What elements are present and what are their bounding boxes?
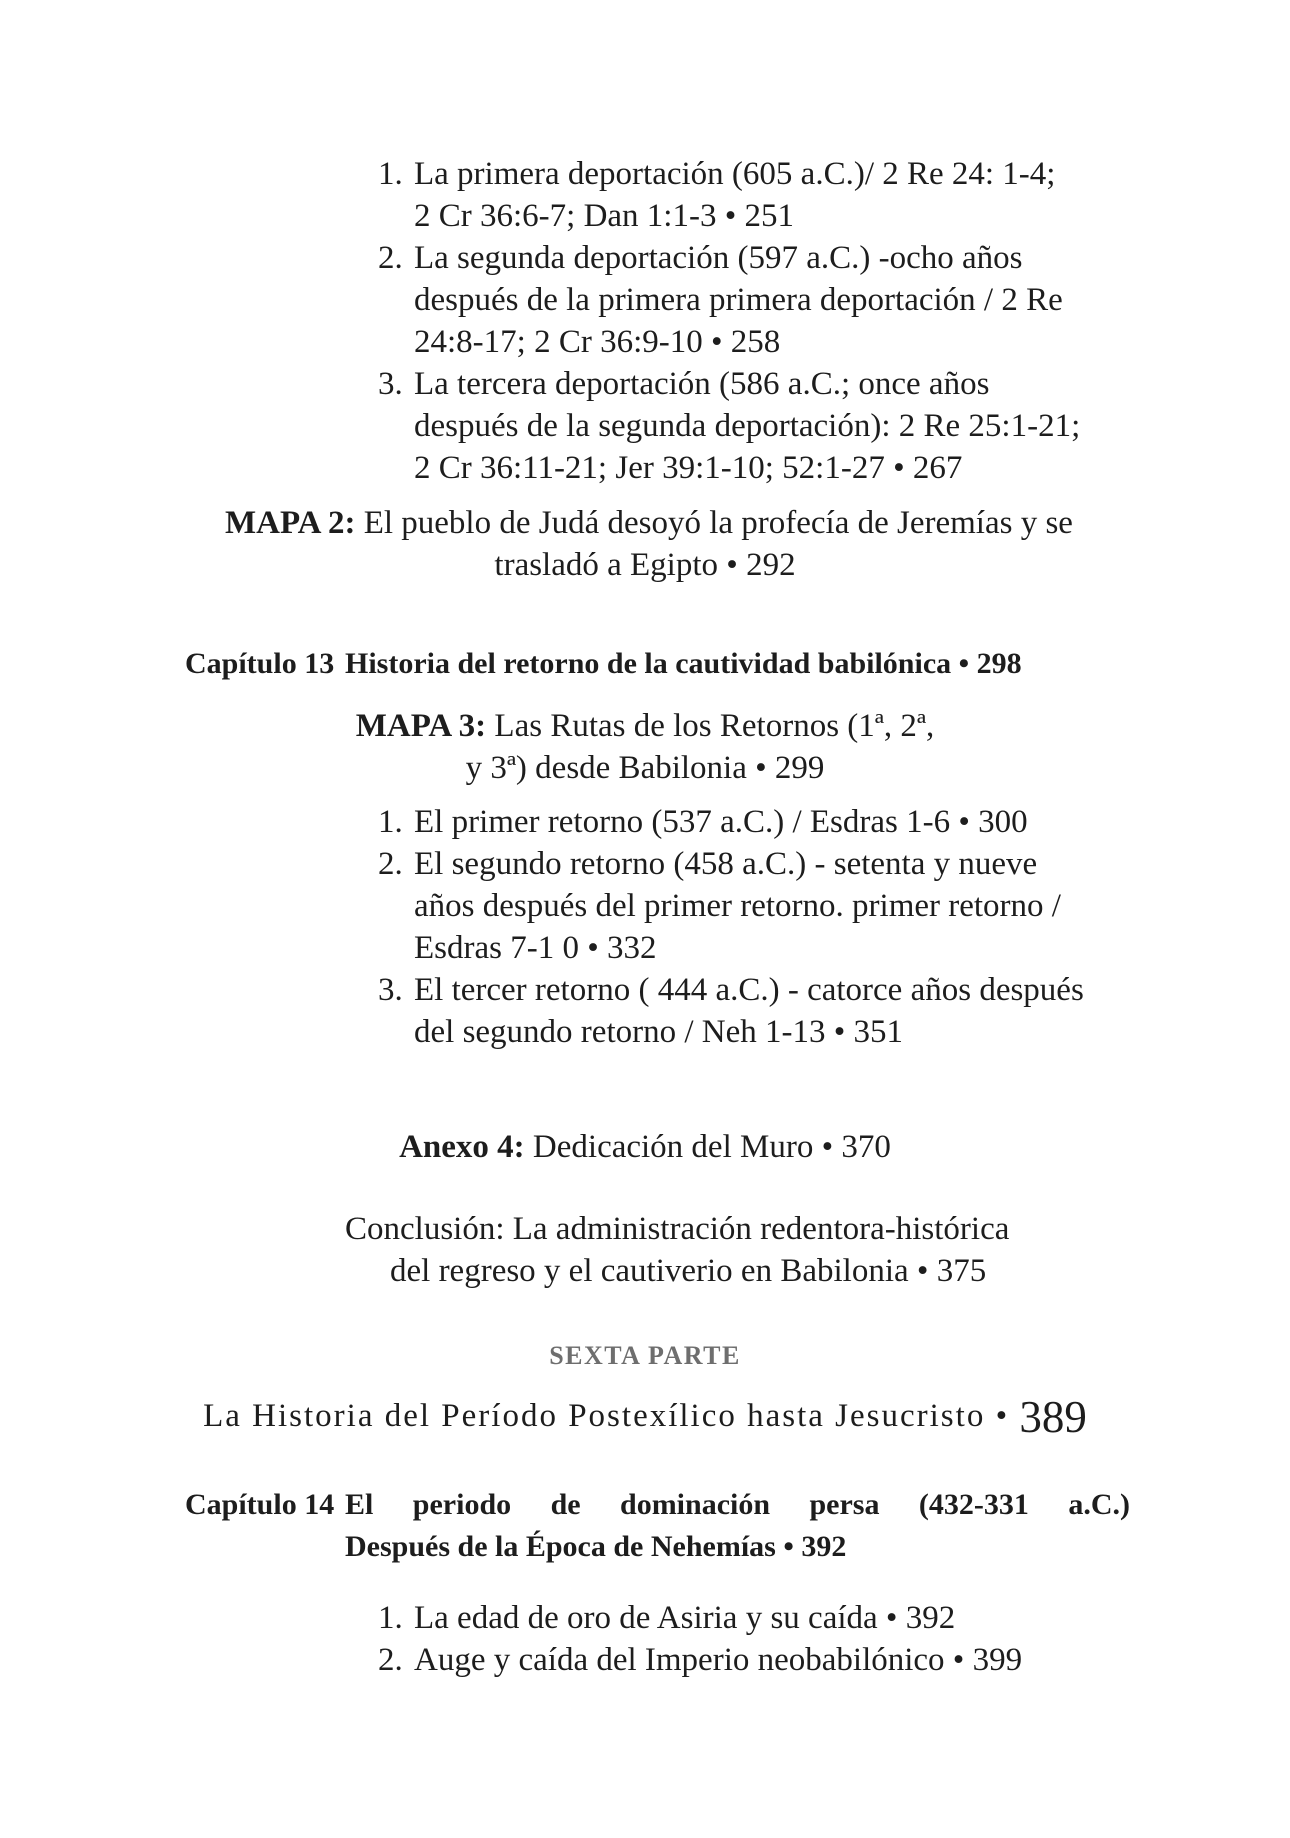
toc-line: trasladó a Egipto • 292 [494, 547, 796, 583]
toc-line [0, 237, 1290, 279]
toc-line: y 3ª) desde Babilonia • 299 [465, 750, 825, 786]
entry-number: 1. [378, 804, 403, 840]
toc-line: 24:8-17; 2 Cr 36:9-10 • 258 [414, 324, 781, 360]
toc-line: después de la primera primera deportación / 2 Re [414, 282, 1063, 318]
toc-line: 2 Cr 36:6-7; Dan 1:1-3 • 251 [414, 198, 795, 234]
retornos-list [0, 801, 1290, 1053]
toc-line [0, 363, 1290, 405]
toc-line: Conclusión: La administración redentora-histórica [345, 1211, 1010, 1247]
toc-line: del regreso y el cautiverio en Babilonia • 375 [390, 1253, 987, 1289]
anexo-text: Dedicación del Muro • 370 [524, 1129, 891, 1165]
toc-line [0, 801, 1290, 843]
toc-line [0, 705, 1290, 747]
toc-line: 2 Cr 36:11-21; Jer 39:1-10; 52:1-27 • 267 [414, 450, 963, 486]
toc-line: Esdras 7-1 0 • 332 [414, 930, 657, 966]
capitulo-14-list [0, 1597, 1290, 1681]
anexo-label: Anexo 4: [399, 1129, 525, 1165]
capitulo-14-heading [0, 1484, 1290, 1526]
entry-number: 2. [378, 240, 403, 276]
map-text: Las Rutas de los Retornos (1ª, 2ª, [486, 708, 935, 744]
capitulo-14-subtitle: Después de la Época de Nehemías • 392 [345, 1530, 847, 1563]
mapa3-entry [0, 705, 1290, 789]
deportaciones-list [0, 153, 1290, 489]
toc-line [0, 843, 1290, 885]
entry-text: La tercera deportación (586 a.C.; once años [414, 366, 990, 402]
entry-number: 2. [378, 846, 403, 882]
parte-title-text: La Historia del Período Postexílico hasta Jesucristo • [203, 1398, 1020, 1434]
entry-number: 1. [378, 156, 403, 192]
entry-number: 2. [378, 1642, 403, 1678]
entry-number: 3. [378, 972, 403, 1008]
chapter-label: Capítulo 13 [185, 647, 335, 680]
entry-text: Auge y caída del Imperio neobabilónico • 399 [414, 1642, 1023, 1678]
toc-line [0, 153, 1290, 195]
mapa2-entry [0, 502, 1290, 586]
map-label: MAPA 2: [225, 505, 356, 541]
entry-text: El primer retorno (537 a.C.) / Esdras 1-6 • 300 [414, 804, 1028, 840]
capitulo-13-heading [0, 643, 1290, 685]
entry-text: El segundo retorno (458 a.C.) - setenta y nueve [414, 846, 1038, 882]
map-text: El pueblo de Judá desoyó la profecía de Jeremías y se [355, 505, 1073, 541]
entry-text: El tercer retorno ( 444 a.C.) - catorce años después [414, 972, 1084, 1008]
toc-line [0, 969, 1290, 1011]
toc-line: años después del primer retorno. primer retorno / [414, 888, 1061, 924]
map-label: MAPA 3: [355, 708, 487, 744]
toc-line [0, 1639, 1290, 1681]
chapter-title: El periodo de dominación persa (432-331 a.C.) [345, 1488, 1130, 1521]
entry-text: La segunda deportación (597 a.C.) -ocho años [414, 240, 1023, 276]
toc-line [0, 1597, 1290, 1639]
chapter-label: Capítulo 14 [185, 1488, 335, 1521]
conclusion-entry [0, 1208, 1290, 1292]
toc-line [0, 502, 1290, 544]
sexta-parte-title [0, 1392, 1290, 1441]
parte-page-number: 389 [1019, 1392, 1087, 1442]
entry-text: La edad de oro de Asiria y su caída • 392 [414, 1600, 956, 1636]
entry-number: 3. [378, 366, 403, 402]
chapter-title: Historia del retorno de la cautividad babilónica • 298 [345, 647, 1022, 680]
toc-line: del segundo retorno / Neh 1-13 • 351 [414, 1014, 904, 1050]
sexta-parte-header: SEXTA PARTE [549, 1341, 741, 1370]
entry-number: 1. [378, 1600, 403, 1636]
anexo4-entry [0, 1126, 1290, 1168]
toc-line: después de la segunda deportación): 2 Re 25:1-21; [414, 408, 1081, 444]
entry-text: La primera deportación (605 a.C.)/ 2 Re 24: 1-4; [414, 156, 1056, 192]
